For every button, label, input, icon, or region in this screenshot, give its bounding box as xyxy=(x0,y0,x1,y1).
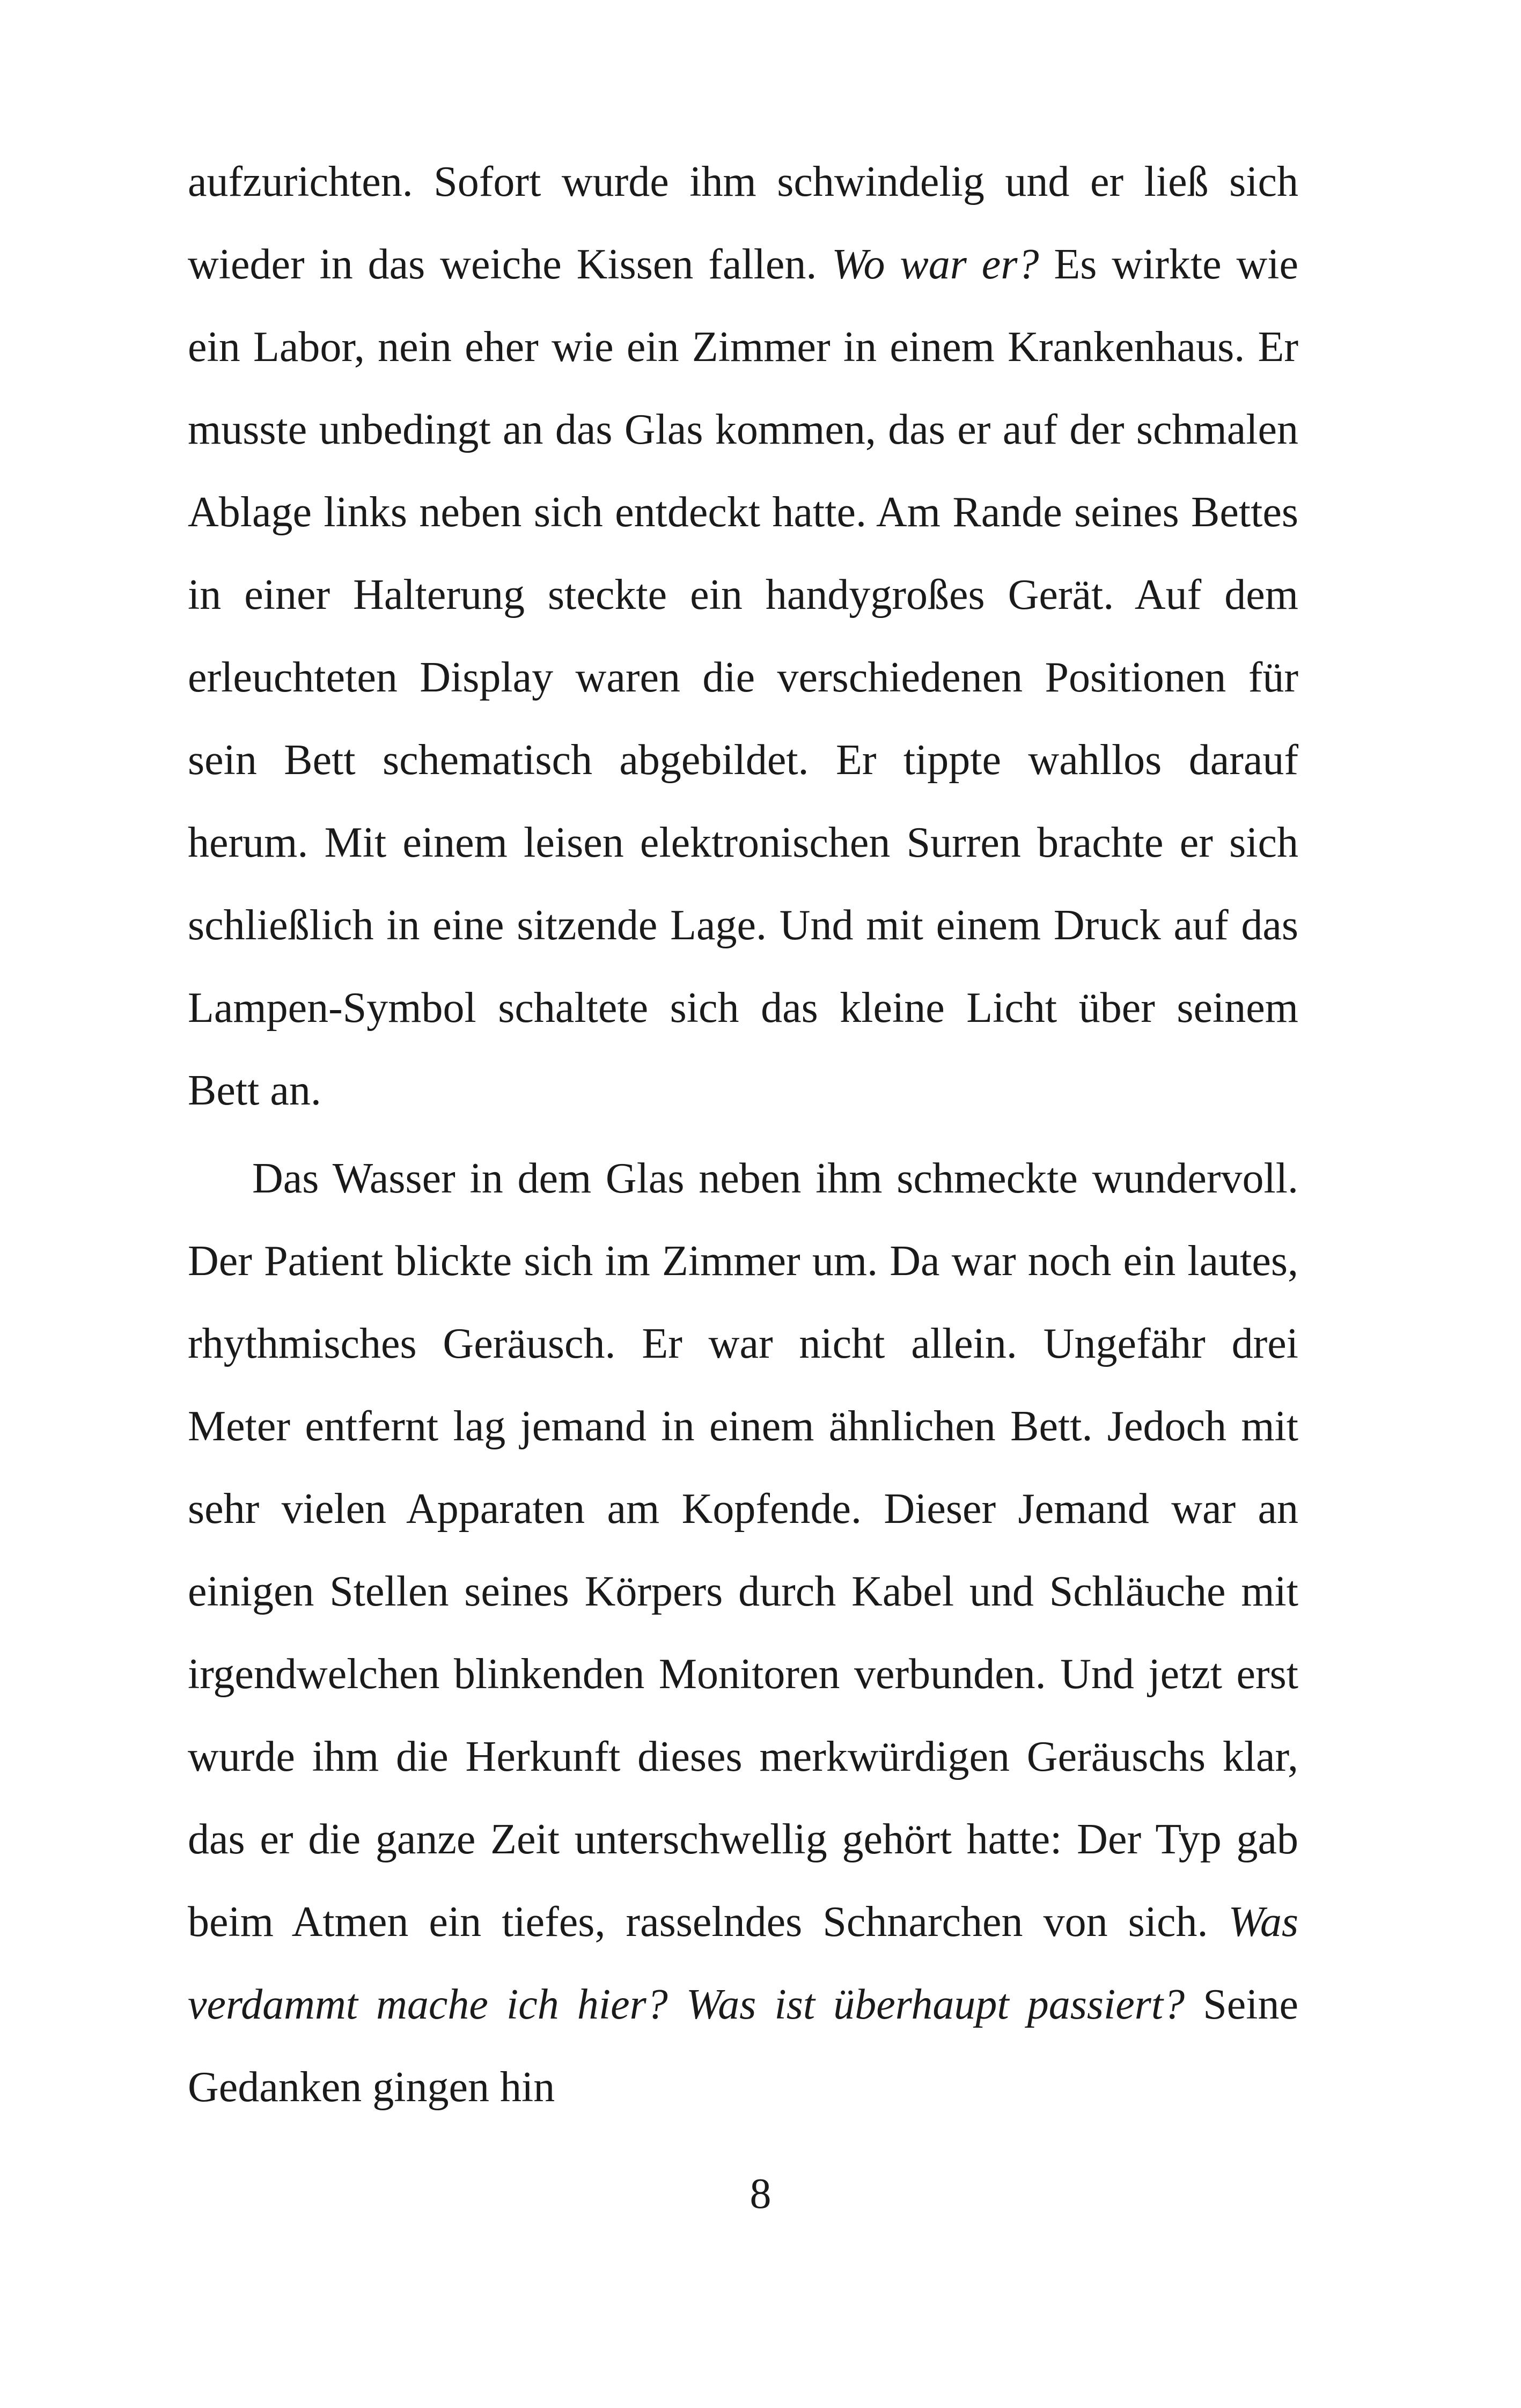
paragraph-1 xyxy=(188,141,1298,1132)
italic-thought: Wo war er? xyxy=(832,241,1039,288)
book-page-text xyxy=(188,141,1298,2129)
page-number: 8 xyxy=(750,2170,771,2218)
italic-thought: Was verdammt mache ich hier? Was ist überhaupt passiert? xyxy=(188,1898,1298,2028)
text-segment: Seine Gedanken gingen hin xyxy=(188,1981,1298,2111)
text-segment: Das Wasser in dem Glas neben ihm schmeckte wundervoll. Der Patient blickte sich im Zimmer um. Da war noch ein lautes, rhythmisches Geräusch. Er war nicht allein. Ungefähr drei Meter entfernt lag jemand in einem ähnlichen Bett. Jedoch mit sehr vielen Apparaten am Kopfende. Dieser Jemand war an einigen Stellen seines Körpers durch Kabel und Schläuche mit irgendwelchen blinkenden Monitoren verbunden. Und jetzt erst wurde ihm die Herkunft dieses merkwürdigen Geräuschs klar, das er die ganze Zeit unterschwellig gehört hatte: Der Typ gab beim Atmen ein tiefes, rasselndes Schnarchen von sich. xyxy=(188,1155,1298,1946)
text-segment: aufzurichten. Sofort wurde ihm schwindelig und er ließ sich wieder in das weiche Kissen fallen. xyxy=(188,158,1298,288)
text-segment: Es wirkte wie ein Labor, nein eher wie ein Zimmer in einem Krankenhaus. Er musste unbedingt an das Glas kommen, das er auf der schmalen Ablage links neben sich entdeckt hatte. Am Rande seines Bettes in einer Halterung steckte ein handygroßes Gerät. Auf dem erleuchteten Display waren die verschiedenen Positionen für sein Bett schematisch abgebildet. Er tippte wahllos darauf herum. Mit einem leisen elektronischen Surren brachte er sich schließlich in eine sitzende Lage. Und mit einem Druck auf das Lampen-Symbol schaltete sich das kleine Licht über seinem Bett an. xyxy=(188,241,1298,1114)
paragraph-2 xyxy=(188,1137,1298,2129)
